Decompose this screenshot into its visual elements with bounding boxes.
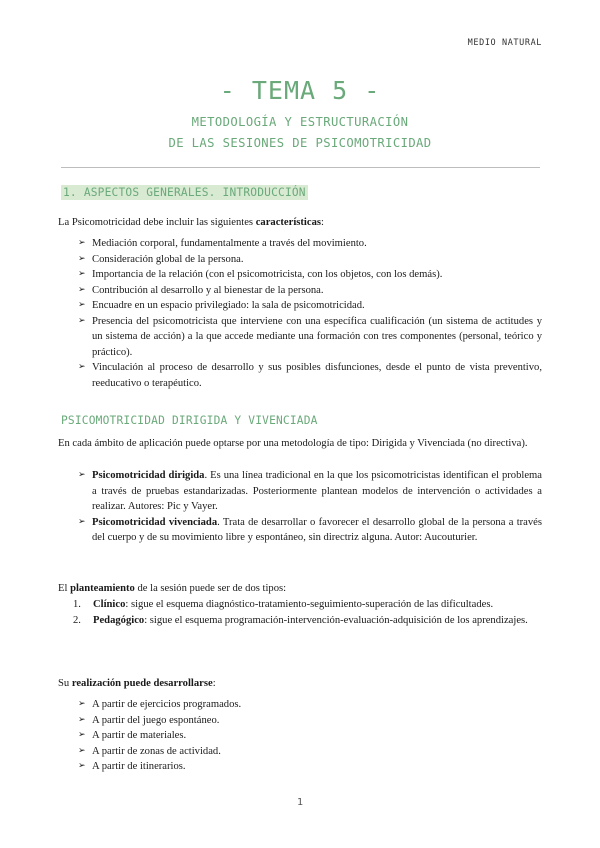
page-subtitle-line1: METODOLOGÍA Y ESTRUCTURACIÓN — [191, 115, 409, 129]
section1-intro-bold: características — [255, 217, 321, 228]
realizacion-before: Su — [58, 678, 72, 689]
list-item — [78, 515, 542, 546]
list-item-text: A partir de zonas de actividad. — [92, 745, 221, 757]
section1-heading-text: ASPECTOS GENERALES. INTRODUCCIÓN — [83, 186, 306, 199]
list-item-bold: Pedagógico — [93, 615, 145, 626]
bullet-arrow-icon: ➢ — [78, 745, 86, 756]
planteamiento-intro — [58, 581, 542, 597]
bullet-arrow-icon: ➢ — [78, 238, 86, 248]
section1-intro-before: La Psicomotricidad debe incluir las siguientes — [58, 217, 256, 228]
list-item-text: . Trata de desarrollar o favorecer el desarrollo global de la persona a través del cuerpo y de su movimiento libre y espontáneo, sin directriz alguna. Autor: Aucouturier. — [92, 516, 543, 543]
list-item-text: Importancia de la relación (con el psicomotricista, con los objetos, con los demás). — [92, 269, 443, 280]
list-item — [78, 744, 542, 760]
bullet-arrow-icon: ➢ — [78, 470, 86, 480]
list-item — [73, 613, 542, 629]
list-item-text: Presencia del psicomotricista que interviene con una específica cualificación (un sistema de actitudes y un sistema de acción) a la que accede mediante una formación con tres componentes (personal, teórico y práctico). — [92, 315, 542, 358]
planteamiento-list — [73, 597, 542, 629]
section1-intro-after: : — [321, 217, 324, 228]
list-item-text: Contribución al desarrollo y al bienestar de la persona. — [92, 284, 324, 296]
bullet-arrow-icon: ➢ — [78, 300, 86, 310]
list-item-text: A partir de materiales. — [92, 730, 187, 741]
section2-heading: PSICOMOTRICIDAD DIRIGIDA Y VIVENCIADA — [61, 414, 318, 427]
page-number: 1 — [296, 797, 304, 808]
methodology-list — [78, 468, 542, 546]
list-item-text: Encuadre en un espacio privilegiado: la sala de psicomotricidad. — [92, 300, 365, 311]
page-title: - TEMA 5 - — [219, 76, 381, 105]
bullet-arrow-icon: ➢ — [78, 253, 86, 264]
page-subtitle-line2: DE LAS SESIONES DE PSICOMOTRICIDAD — [168, 136, 432, 150]
characteristics-list — [78, 236, 542, 391]
list-item-text: Consideración global de la persona. — [92, 253, 244, 265]
list-item — [78, 283, 542, 299]
list-item-text: A partir de itinerarios. — [92, 761, 186, 772]
list-item-text: : sigue el esquema programación-intervención-evaluación-adquisición de los aprendizajes. — [144, 615, 528, 626]
bullet-arrow-icon: ➢ — [78, 761, 86, 771]
list-item — [78, 468, 542, 515]
list-item-bold: Psicomotricidad dirigida — [92, 470, 205, 481]
planteamiento-before: El — [58, 583, 71, 594]
realizacion-intro — [58, 676, 542, 692]
title-divider — [61, 167, 540, 168]
list-item-bold: Psicomotricidad vivenciada — [92, 516, 218, 528]
bullet-arrow-icon: ➢ — [78, 516, 86, 527]
bullet-arrow-icon: ➢ — [78, 284, 86, 295]
list-item — [78, 713, 542, 729]
list-item-text: : sigue el esquema diagnóstico-tratamiento-seguimiento-superación de las dificultades. — [125, 599, 494, 610]
list-item-text: . Es una línea tradicional en la que los psicomotricistas identifican el problema a través de pruebas estandarizadas. Posteriormente plantean modelos de intervención o actividades a realizar. Autores: Pic y Vayer. — [92, 470, 542, 512]
bullet-arrow-icon: ➢ — [78, 699, 86, 709]
realizacion-list — [78, 697, 542, 775]
list-item-bold: Clínico — [93, 599, 126, 610]
list-item — [78, 298, 542, 314]
list-item — [78, 697, 542, 713]
realizacion-after: : — [212, 678, 216, 689]
section1-heading-highlight — [61, 185, 308, 200]
bullet-arrow-icon: ➢ — [78, 714, 86, 725]
list-item — [78, 728, 542, 744]
section1-heading-number: 1. — [63, 186, 77, 199]
section1-intro — [58, 215, 542, 231]
header-subject: MEDIO NATURAL — [467, 38, 542, 48]
list-item-text: Vinculación al proceso de desarrollo y sus posibles disfunciones, desde el punto de vista preventivo, reeducativo o terapéutico. — [92, 362, 542, 389]
bullet-arrow-icon: ➢ — [78, 269, 86, 279]
planteamiento-after: de la sesión puede ser de dos tipos: — [134, 583, 287, 594]
list-item — [78, 267, 542, 283]
list-item — [78, 252, 542, 268]
realizacion-bold: realización puede desarrollarse — [71, 678, 213, 689]
list-item-text: Mediación corporal, fundamentalmente a través del movimiento. — [92, 238, 367, 249]
list-item — [78, 236, 542, 252]
list-item-text: A partir del juego espontáneo. — [92, 714, 220, 726]
planteamiento-bold: planteamiento — [70, 583, 135, 594]
list-item — [78, 314, 542, 361]
bullet-arrow-icon: ➢ — [78, 315, 86, 326]
list-item-text: A partir de ejercicios programados. — [92, 699, 242, 710]
list-item — [78, 360, 542, 391]
list-item-number: 2. — [73, 615, 81, 626]
bullet-arrow-icon: ➢ — [78, 362, 86, 372]
section2-intro: En cada ámbito de aplicación puede optarse por una metodología de tipo: Dirigida y Vivenciada (no directiva). — [58, 438, 528, 449]
list-item — [78, 759, 542, 775]
section1-heading — [61, 186, 308, 199]
list-item — [73, 597, 542, 613]
list-item-number: 1. — [73, 599, 81, 610]
bullet-arrow-icon: ➢ — [78, 730, 86, 740]
